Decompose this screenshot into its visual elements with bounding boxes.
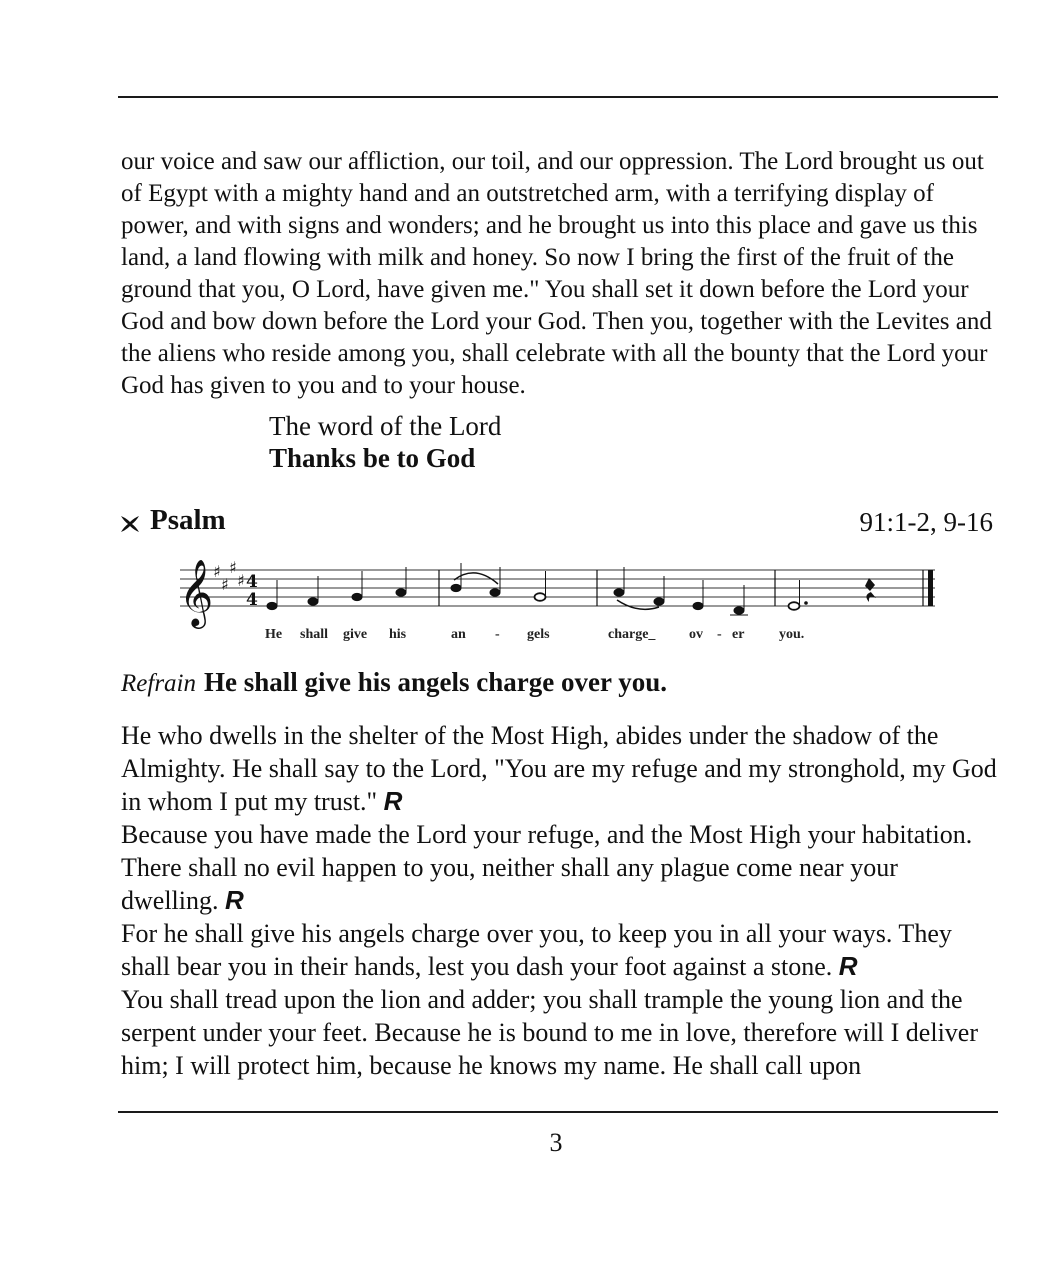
top-rule	[118, 96, 998, 98]
dotted-half-note	[789, 602, 800, 610]
psalm-reference: 91:1-2, 9-16	[859, 507, 993, 537]
lyric-syllable: gels	[527, 627, 550, 642]
verse-text: He who dwells in the shelter of the Most High, abides under the shadow of the Almighty. He shall say to the Lord, "You are my refuge and my stronghold, my God in whom I put my trust."	[121, 721, 997, 816]
verse	[121, 818, 1001, 917]
response: Thanks be to God	[269, 443, 476, 473]
lyrics	[265, 627, 804, 642]
final-barline	[928, 570, 933, 606]
note	[693, 602, 703, 609]
verse	[121, 719, 1001, 818]
svg-text:♯: ♯	[237, 571, 245, 590]
lyric-syllable: shall	[300, 627, 329, 642]
psalm-heading	[118, 500, 993, 540]
lyric-syllable: ov	[689, 627, 703, 642]
note	[352, 593, 362, 600]
svg-text:♯: ♯	[229, 560, 237, 577]
quarter-rest	[865, 578, 876, 602]
lyric-syllable: an	[451, 627, 466, 642]
svg-text:♯: ♯	[213, 562, 221, 581]
key-signature	[213, 560, 245, 594]
versicle: The word of the Lord	[269, 411, 502, 441]
treble-clef-icon: 𝄞	[179, 560, 214, 626]
page-number: 3	[549, 1128, 563, 1157]
lyric-syllable: -	[717, 627, 722, 642]
psalm-verses	[121, 719, 1001, 1082]
reading-text: our voice and saw our affliction, our toil, and our oppression. The Lord brought us out of Egypt with a mighty hand and an outstretched arm, with a terrifying display of power, and with signs and wonders; and he brought us into this place and gave us this land, a land flowing with milk and honey. So now I bring the first of the fruit of the ground that you, O Lord, have given me." You shall set it down before the Lord your God and bow down before the Lord your God. Then you, together with the Levites and the aliens who reside among you, shall celebrate with all the bounty that the Lord your God has given to you and to your house.	[121, 148, 992, 399]
refrain-music	[175, 560, 945, 652]
lyric-syllable: his	[389, 627, 407, 642]
refrain-marker: R	[225, 885, 244, 915]
note	[451, 584, 461, 591]
note	[396, 589, 406, 596]
verse	[121, 983, 1001, 1082]
lyric-syllable: er	[732, 627, 745, 642]
refrain-marker: R	[838, 951, 858, 981]
note	[308, 598, 318, 605]
lyric-syllable: He	[265, 627, 283, 642]
note	[734, 607, 744, 614]
lyric-syllable: charge_	[608, 627, 656, 642]
bottom-rule	[118, 1111, 998, 1113]
verse-text: For he shall give his angels charge over you, to keep you in all your ways. They shall bear you in their hands, lest you dash your foot against a stone.	[121, 919, 952, 981]
note	[267, 602, 277, 609]
half-note	[535, 593, 546, 601]
svg-text:♯: ♯	[221, 575, 229, 594]
verse-text: You shall tread upon the lion and adder; you shall trample the young lion and the serpent under your feet. Because he is bound to me in love, therefore will I deliver him; I will protect him, because he knows my name. He shall call upon	[121, 985, 978, 1080]
lyric-syllable: -	[495, 627, 500, 642]
psalm-title: Psalm	[150, 504, 226, 536]
refrain	[121, 664, 667, 702]
note	[614, 589, 624, 596]
refrain-marker: R	[383, 786, 403, 816]
note	[490, 589, 500, 596]
staff-lines	[180, 570, 935, 606]
svg-text:4: 4	[246, 590, 258, 610]
refrain-label: Refrain	[121, 670, 196, 697]
notes	[267, 563, 933, 615]
lyric-syllable: you.	[779, 627, 805, 642]
time-signature	[246, 572, 258, 610]
refrain-text: He shall give his angels charge over you.	[204, 667, 667, 697]
verse	[121, 917, 1001, 983]
note	[654, 598, 664, 605]
svg-text:4: 4	[246, 572, 258, 592]
cross-icon	[118, 512, 142, 536]
lyric-syllable: give	[343, 627, 368, 642]
verse-text: Because you have made the Lord your refuge, and the Most High your habitation. There shall no evil happen to you, neither shall any plague come near your dwelling.	[121, 820, 973, 915]
